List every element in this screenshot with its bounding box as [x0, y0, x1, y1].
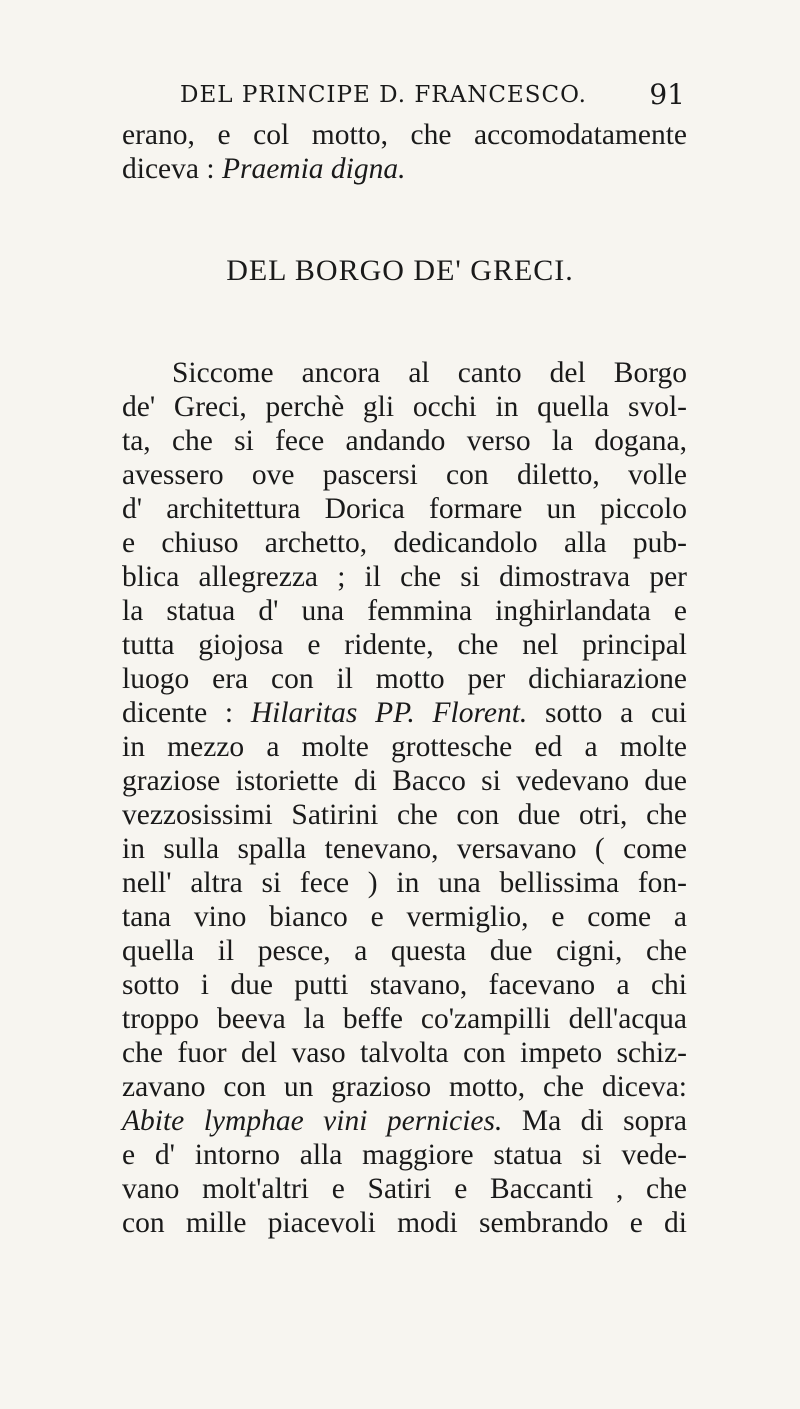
text-line: in mezzo a molte grottesche ed a molte: [122, 731, 687, 763]
text-line: nell' altra si fece ) in una bellissima fon-: [122, 867, 687, 899]
text-line: tutta giojosa e ridente, che nel principal: [122, 629, 687, 661]
text-line: vezzosissimi Satirini che con due otri, che: [122, 799, 687, 831]
page-header: [180, 78, 685, 116]
text-line: ta, che si fece andando verso la dogana,: [122, 425, 687, 457]
text-line: vano molt'altri e Satiri e Baccanti , che: [122, 1173, 687, 1205]
page-number: 91: [649, 78, 685, 111]
text-line: blica allegrezza ; il che si dimostrava per: [122, 561, 687, 593]
text-line: con mille piacevoli modi sembrando e di: [122, 1207, 687, 1239]
text-line: la statua d' una femmina inghirlandata e: [122, 595, 687, 627]
text-line: zavano con un grazioso motto, che diceva:: [122, 1071, 687, 1103]
text-line: quella il pesce, a questa due cigni, che: [122, 935, 687, 967]
text-line: sotto i due putti stavano, facevano a chi: [122, 969, 687, 1001]
text-line: de' Greci, perchè gli occhi in quella svol-: [122, 391, 687, 423]
text-line: luogo era con il motto per dichiarazione: [122, 663, 687, 695]
section-title: DEL BORGO DE' GRECI.: [226, 254, 574, 287]
text-line: Abite lymphae vini pernicies. Ma di sopra: [122, 1105, 688, 1137]
text-line: tana vino bianco e vermiglio, e come a: [122, 901, 687, 933]
text-line: che fuor del vaso talvolta con impeto schiz-: [122, 1037, 687, 1069]
text-line: d' architettura Dorica formare un piccolo: [122, 493, 687, 525]
latin-motto: Abite lymphae vini pernicies.: [122, 1105, 503, 1137]
text-line: in sulla spalla tenevano, versavano ( come: [122, 833, 687, 865]
text-line: dicente : Hilaritas PP. Florent. sotto a cui: [122, 697, 687, 729]
text-line: e d' intorno alla maggiore statua si vede-: [122, 1139, 687, 1171]
text-line: troppo beeva la beffe co'zampilli dell'acqua: [122, 1003, 687, 1035]
latin-motto: Hilaritas PP. Florent.: [250, 697, 528, 729]
running-head: DEL PRINCIPE D. FRANCESCO.: [180, 82, 587, 108]
text-line: graziose istoriette di Bacco si vedevano due: [122, 765, 687, 797]
text-line: erano, e col motto, che accomodatamente: [122, 119, 687, 151]
text-line: avessero ove pascersi con diletto, volle: [122, 459, 687, 491]
text-line: Siccome ancora al canto del Borgo: [172, 357, 687, 389]
latin-motto: Praemia digna.: [221, 153, 406, 185]
text-line: e chiuso archetto, dedicandolo alla pub-: [122, 527, 687, 559]
text-line: diceva : Praemia digna.: [122, 153, 406, 185]
